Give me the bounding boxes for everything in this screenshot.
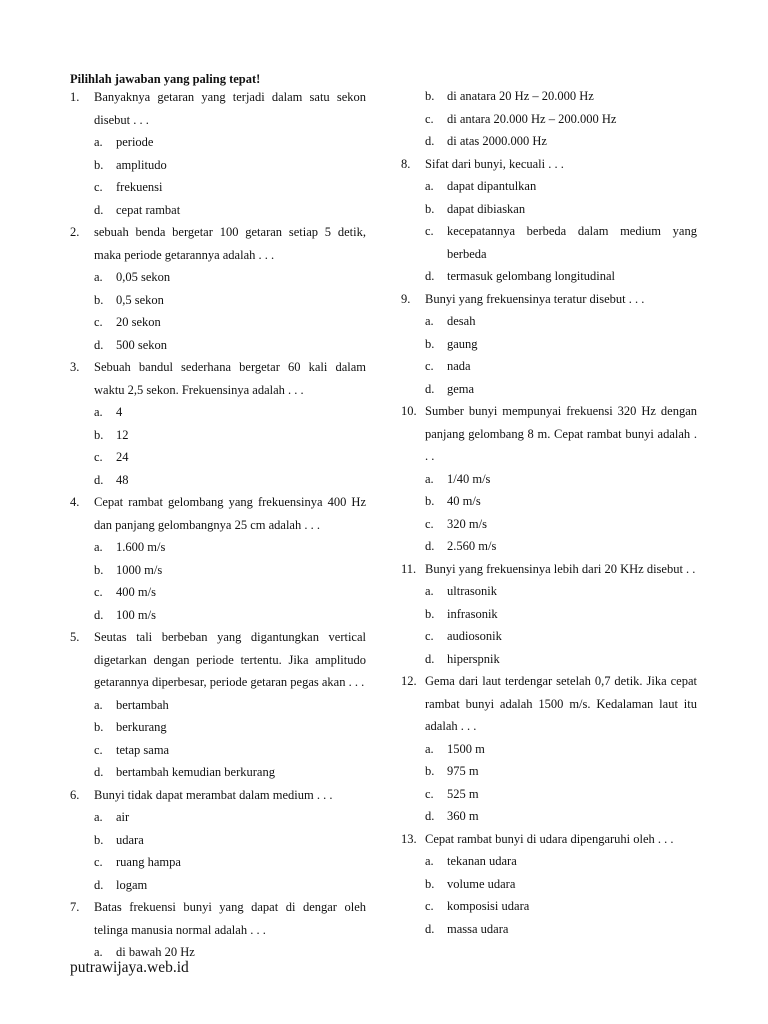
question-line [70,784,366,807]
answer-option [401,198,697,221]
answer-option [70,716,366,739]
option-text: desah [447,314,476,328]
answer-option [401,355,697,378]
answer-option [70,829,366,852]
option-text: 24 [116,450,129,464]
option-letter: b. [425,764,435,778]
option-text: udara [116,832,144,847]
option-letter: c. [425,899,434,913]
option-letter: d. [94,202,104,217]
option-letter: b. [425,336,435,351]
option-text: 4 [116,405,123,419]
answer-option [70,131,366,154]
option-letter: a. [94,697,103,712]
instruction-heading: Pilihlah jawaban yang paling tepat! [70,72,261,86]
question-number: 7. [70,900,80,914]
option-letter: d. [425,809,435,823]
option-text: tetap sama [116,742,170,757]
option-text: 100 m/s [116,607,156,622]
option-letter: b. [425,876,435,891]
question-line [401,288,697,311]
option-text: nada [447,359,471,373]
question-item [401,288,697,401]
option-text: gema [447,381,475,396]
answer-option [70,851,366,874]
answer-option [401,648,697,671]
option-letter: c. [94,855,103,869]
option-text: 20 sekon [116,315,161,329]
answer-option [401,310,697,333]
question-line [401,153,697,176]
answer-option [401,805,697,828]
answer-option [401,625,697,648]
question-line [70,221,366,266]
option-letter: d. [425,539,435,553]
option-letter: d. [425,134,435,148]
question-item [70,221,366,356]
option-letter: b. [94,562,104,577]
option-letter: d. [94,607,104,622]
answer-option [401,333,697,356]
question-text: Cepat rambat gelombang yang frekuensinya 400 Hz dan panjang gelombangnya 25 cm adalah . . . [94,495,366,532]
answer-option [401,850,697,873]
answer-option [70,536,366,559]
answer-option [401,468,697,491]
option-letter: b. [425,89,435,103]
option-letter: b. [94,292,104,307]
option-text: di antara 20.000 Hz – 200.000 Hz [447,111,617,126]
option-letter: a. [94,405,103,419]
question-text: Bunyi yang frekuensinya teratur disebut . . . [425,291,645,306]
option-letter: c. [94,180,103,194]
answer-option [401,130,697,153]
question-number: 12. [401,674,417,688]
option-text: 1.600 m/s [116,540,166,554]
option-text: bertambah kemudian berkurang [116,765,275,779]
question-text: Batas frekuensi bunyi yang dapat di dengar oleh telinga manusia normal adalah . . . [94,900,366,937]
option-letter: c. [94,450,103,464]
option-text: di atas 2000.000 Hz [447,134,547,148]
question-number: 8. [401,156,411,171]
answer-option [401,580,697,603]
option-text: 400 m/s [116,585,156,599]
option-text: 48 [116,472,129,487]
option-letter: b. [94,427,104,442]
question-number: 10. [401,404,417,418]
option-letter: b. [425,606,435,621]
answer-option [70,469,366,492]
question-text: Gema dari laut terdengar setelah 0,7 detik. Jika cepat rambat bunyi adalah 1500 m/s. Kedalaman laut itu adalah . . . [425,674,697,733]
option-text: berkurang [116,720,167,734]
question-line [70,896,366,941]
answer-option [70,604,366,627]
option-letter: d. [425,651,435,666]
question-item [70,491,366,626]
answer-option [401,490,697,513]
option-text: kecepatannya berbeda dalam medium yang berbeda [447,224,697,261]
answer-option [70,806,366,829]
question-number: 6. [70,787,80,802]
question-item [70,784,366,897]
question-line [70,491,366,536]
option-letter: a. [94,135,103,149]
answer-option [70,154,366,177]
option-text: dapat dibiaskan [447,201,526,216]
option-letter: a. [94,810,103,824]
answer-option [401,918,697,941]
question-item [401,400,697,558]
option-text: dapat dipantulkan [447,179,537,193]
option-letter: b. [94,832,104,847]
question-text: Sumber bunyi mempunyai frekuensi 320 Hz dengan panjang gelombang 8 m. Cepat rambat bunyi adalah . . . [425,404,697,463]
option-letter: a. [94,945,103,959]
option-letter: a. [425,584,434,598]
option-letter: a. [94,540,103,554]
option-text: 1000 m/s [116,562,163,577]
question-text: Bunyi yang frekuensinya lebih dari 20 KHz disebut . . [425,561,696,576]
option-letter: b. [94,720,104,734]
question-text: Banyaknya getaran yang terjadi dalam satu sekon disebut . . . [94,90,366,127]
question-item [70,356,366,491]
answer-option [401,513,697,536]
option-text: periode [116,135,154,149]
option-letter: d. [94,472,104,487]
footer-website: putrawijaya.web.id [70,959,189,976]
answer-option [70,424,366,447]
option-text: air [116,810,130,824]
option-letter: c. [425,629,434,643]
answer-option [70,874,366,897]
option-text: 2.560 m/s [447,539,497,553]
option-text: 1/40 m/s [447,471,491,486]
answer-option [401,895,697,918]
option-text: logam [116,877,148,892]
option-letter: c. [425,786,434,801]
option-letter: a. [425,471,434,486]
answer-option [70,311,366,334]
question-number: 4. [70,495,80,509]
answer-option [401,220,697,265]
option-text: di anatara 20 Hz – 20.000 Hz [447,89,594,103]
answer-option [70,446,366,469]
question-number: 5. [70,630,80,644]
question-number: 13. [401,831,417,846]
option-text: 525 m [447,786,479,801]
answer-option [401,535,697,558]
answer-option [70,559,366,582]
option-letter: a. [425,854,434,868]
option-text: infrasonik [447,606,498,621]
option-text: ruang hampa [116,855,181,869]
question-text: Cepat rambat bunyi di udara dipengaruhi oleh . . . [425,831,674,846]
option-letter: a. [425,314,434,328]
option-text: 1500 m [447,741,485,756]
option-text: hiperspnik [447,651,500,666]
option-letter: c. [425,224,434,238]
right-column [401,85,697,940]
answer-option [401,85,697,108]
option-text: 12 [116,427,129,442]
option-text: 320 m/s [447,516,487,531]
answer-option [401,873,697,896]
option-text: cepat rambat [116,202,181,217]
question-line [70,86,366,131]
question-text: Seutas tali berbeban yang digantungkan vertical digetarkan dengan periode tertentu. Jika amplitudo getarannya diperbesar, periode getaran pegas akan . . . [94,630,366,689]
option-text: ultrasonik [447,584,497,598]
answer-option [401,738,697,761]
answer-option [401,108,697,131]
right-questions [401,85,697,940]
option-text: volume udara [447,876,516,891]
option-letter: c. [425,111,434,126]
option-text: termasuk gelombang longitudinal [447,269,616,283]
option-letter: b. [425,494,435,508]
option-text: audiosonik [447,629,502,643]
question-item [401,670,697,828]
question-line [401,670,697,738]
option-letter: c. [94,585,103,599]
option-letter: a. [425,179,434,193]
question-number: 3. [70,360,80,374]
answer-option [70,289,366,312]
option-text: 360 m [447,809,479,823]
option-letter: c. [94,315,103,329]
question-item [70,86,366,221]
question-number: 11. [401,561,417,576]
option-letter: a. [94,270,103,284]
question-number: 9. [401,291,411,306]
question-item [401,828,697,941]
option-text: 500 sekon [116,337,168,352]
option-letter: c. [425,516,434,531]
option-letter: d. [94,765,104,779]
option-letter: a. [425,741,434,756]
option-letter: d. [425,381,435,396]
answer-option [70,739,366,762]
question-text: sebuah benda bergetar 100 getaran setiap 5 detik, maka periode getarannya adalah . . . [94,225,366,262]
answer-option [70,334,366,357]
answer-option [70,266,366,289]
answer-option [70,199,366,222]
option-text: amplitudo [116,157,167,172]
answer-option [401,378,697,401]
question-line [401,400,697,468]
option-letter: d. [425,269,435,283]
answer-option [70,401,366,424]
option-text: 40 m/s [447,494,481,508]
answer-option [70,581,366,604]
option-text: frekuensi [116,180,163,194]
option-text: bertambah [116,697,169,712]
answer-option [70,176,366,199]
option-text: 975 m [447,764,479,778]
option-text: 0,5 sekon [116,292,164,307]
option-text: massa udara [447,921,509,936]
option-text: 0,05 sekon [116,270,171,284]
question-item [70,896,366,964]
option-letter: d. [94,877,104,892]
option-text: gaung [447,336,478,351]
question-text: Bunyi tidak dapat merambat dalam medium . . . [94,787,333,802]
question-item [401,153,697,288]
question-item [401,558,697,671]
question-line [70,356,366,401]
answer-option [401,603,697,626]
option-letter: c. [425,359,434,373]
question-line [401,828,697,851]
option-text: komposisi udara [447,899,530,913]
option-text: di bawah 20 Hz [116,945,195,959]
option-letter: b. [425,201,435,216]
option-letter: d. [94,337,104,352]
answer-option [401,760,697,783]
answer-option [70,694,366,717]
left-column [70,72,366,964]
question-item [70,626,366,784]
option-letter: d. [425,921,435,936]
option-letter: c. [94,742,103,757]
question-number: 2. [70,225,80,239]
answer-option [401,783,697,806]
answer-option [70,761,366,784]
question-line [401,558,697,581]
question-text: Sebuah bandul sederhana bergetar 60 kali dalam waktu 2,5 sekon. Frekuensinya adalah . . . [94,360,366,397]
answer-option [401,265,697,288]
question-item [401,85,697,153]
question-number: 1. [70,90,80,104]
question-line [70,626,366,694]
answer-option [401,175,697,198]
option-text: tekanan udara [447,854,517,868]
question-text: Sifat dari bunyi, kecuali . . . [425,156,564,171]
option-letter: b. [94,157,104,172]
left-questions [70,86,366,964]
